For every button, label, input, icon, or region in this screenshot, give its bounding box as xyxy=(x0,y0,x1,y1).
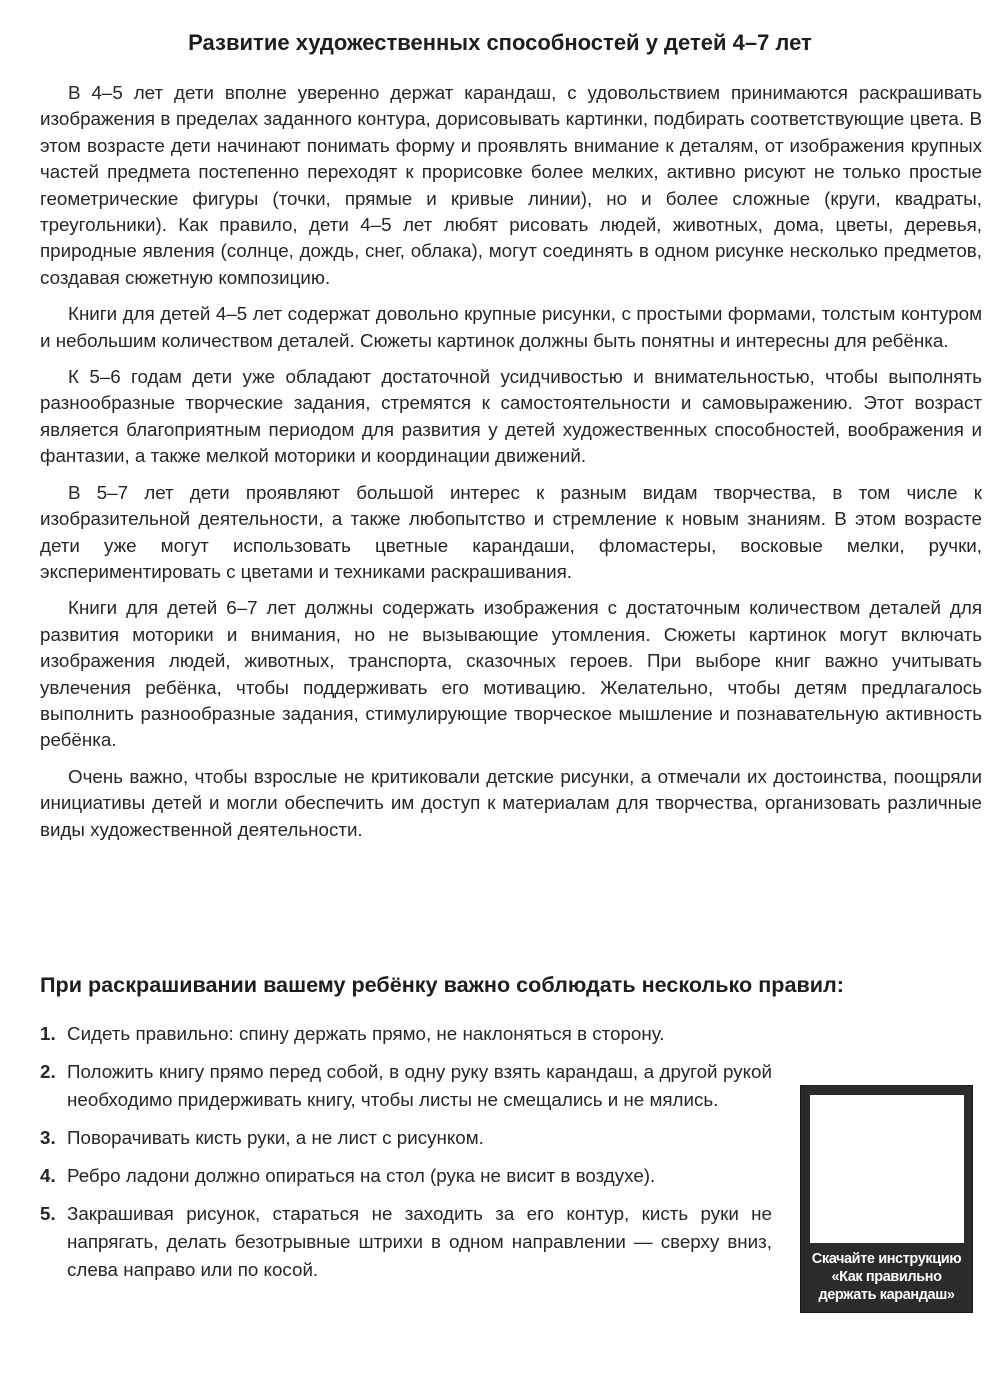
promo-caption xyxy=(803,1250,970,1304)
rule-number: 5. xyxy=(40,1203,56,1224)
rule-text: Положить книгу прямо перед собой, в одну руку взять карандаш, а другой рукой необходимо придерживать книгу, чтобы листы не смещались и не мялись. xyxy=(67,1061,772,1110)
promo-line: держать карандаш» xyxy=(818,1287,955,1303)
rule-text: Закрашивая рисунок, стараться не заходить за его контур, кисть руки не напрягать, делать безотрывные штрихи в одном направлении — сверху вниз, слева направо или по косой. xyxy=(67,1203,772,1280)
paragraph: Книги для детей 4–5 лет содержат довольно крупные рисунки, с простыми формами, толстым контуром и небольшим количеством деталей. Сюжеты картинок должны быть понятны и интересны для ребёнка. xyxy=(40,303,982,351)
paragraph: Книги для детей 6–7 лет должны содержать изображения с достаточным количеством деталей для развития моторики и внимания, но не вызывающие утомления. Сюжеты картинок могут включать изображения людей, животных, транспорта, сказочных героев. При выборе книг важно учитывать увлечения ребёнка, чтобы поддерживать его мотивацию. Желательно, чтобы детям предлагалось выполнить разнообразные задания, стимулирующие творческое мышление и познавательную активность ребёнка. xyxy=(40,597,982,751)
rule-number: 4. xyxy=(40,1165,56,1186)
rule-number: 3. xyxy=(40,1127,56,1148)
paragraph: Очень важно, чтобы взрослые не критиковали детские рисунки, а отмечали их достоинства, поощряли инициативы детей и могли обеспечить им доступ к материалам для творчества, организовать различные виды художественной деятельности. xyxy=(40,765,982,840)
rule-item xyxy=(40,1020,772,1048)
article-body xyxy=(40,80,982,853)
paragraph: В 4–5 лет дети вполне уверенно держат карандаш, с удовольствием принимаются раскрашивать изображения в пределах заданного контура, дорисовывать картинки, подбирать соответствующие цвета. В этом возрасте дети начинают понимать форму и проявлять внимание к деталям, от изображения крупных частей предмета постепенно переходят к прорисовке более мелких, активно рисуют не только простые геометрические фигуры (точки, прямые и кривые линии), но и более сложные (круги, квадраты, треугольники). Как правило, дети 4–5 лет любят рисовать людей, животных, дома, цветы, деревья, природные явления (солнце, дождь, снег, облака), могут соединять в одном рисунке несколько предметов, создавая сюжетную композицию. xyxy=(40,82,982,288)
rule-number: 1. xyxy=(40,1023,56,1044)
rule-number: 2. xyxy=(40,1061,56,1082)
rules-heading: При раскрашивании вашему ребёнку важно соблюдать несколько правил: xyxy=(40,972,844,997)
download-instruction-card[interactable] xyxy=(800,1085,973,1313)
rule-item xyxy=(40,1058,772,1114)
paragraph: В 5–7 лет дети проявляют большой интерес к разным видам творчества, в том числе к изобразительной деятельности, а также любопытство и стремление к новым знаниям. В этом возрасте дети уже могут использовать цветные карандаши, фломастеры, восковые мелки, ручки, экспериментировать с цветами и техниками раскрашивания. xyxy=(40,481,982,582)
rule-text: Сидеть правильно: спину держать прямо, не наклоняться в сторону. xyxy=(67,1023,665,1044)
rule-text: Ребро ладони должно опираться на стол (рука не висит в воздухе). xyxy=(67,1165,656,1186)
rules-list xyxy=(40,1020,772,1294)
paragraph: К 5–6 годам дети уже обладают достаточной усидчивостью и внимательностью, чтобы выполнять разнообразные творческие задания, стремятся к самостоятельности и самовыражению. Этот возраст является благоприятным периодом для развития у детей художественных способностей, воображения и фантазии, а также мелкой моторики и координации движений. xyxy=(40,366,982,467)
promo-line: «Как правильно xyxy=(831,1269,942,1285)
rule-text: Поворачивать кисть руки, а не лист с рисунком. xyxy=(67,1127,484,1148)
rule-item xyxy=(40,1162,772,1190)
qr-code-placeholder[interactable] xyxy=(810,1095,964,1243)
promo-line: Скачайте инструкцию xyxy=(811,1251,962,1267)
rule-item xyxy=(40,1200,772,1284)
page-title: Развитие художественных способностей у детей 4–7 лет xyxy=(188,30,812,55)
rule-item xyxy=(40,1124,772,1152)
